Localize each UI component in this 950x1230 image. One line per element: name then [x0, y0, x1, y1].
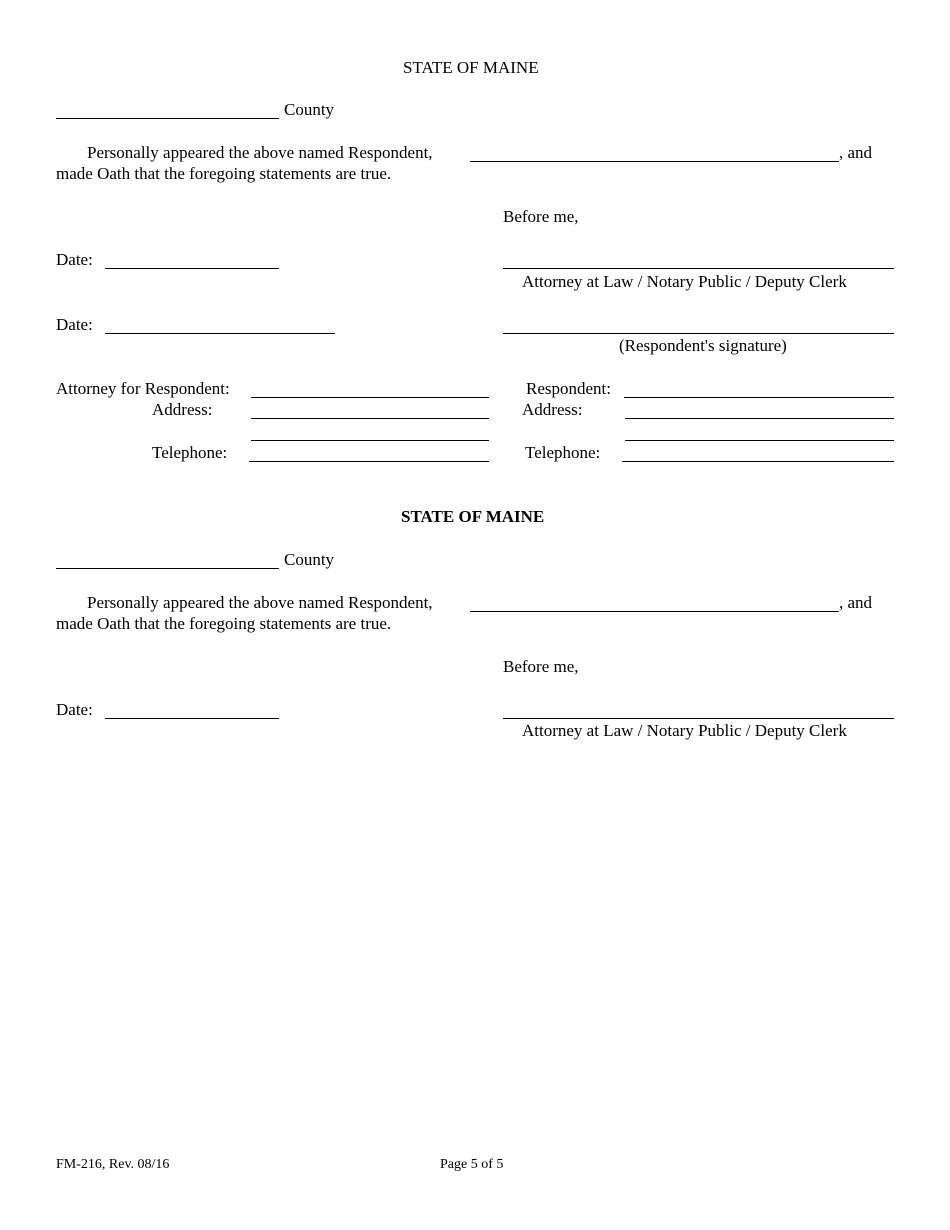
attorney-name-field[interactable] [251, 397, 489, 398]
date-label-2: Date: [56, 315, 93, 334]
respondent-name-field[interactable] [624, 397, 894, 398]
respondent-signature-line[interactable] [503, 333, 894, 334]
and-text-2: , and [839, 593, 873, 612]
date-label-1: Date: [56, 250, 93, 269]
section2-heading: STATE OF MAINE [401, 507, 545, 526]
respondent-name-field-1[interactable] [470, 161, 839, 162]
page-number: Page 5 of 5 [440, 1157, 504, 1172]
form-id: FM-216, Rev. 08/16 [56, 1157, 170, 1172]
officer-caption-2: Attorney at Law / Notary Public / Deputy Clerk [522, 721, 847, 740]
attorney-address-field-2[interactable] [251, 440, 489, 441]
section1-heading: STATE OF MAINE [403, 58, 539, 77]
appeared-text-2: Personally appeared the above named Respondent, [87, 593, 433, 612]
attorney-telephone-label: Telephone: [152, 443, 228, 462]
date-field-3[interactable] [105, 718, 279, 719]
officer-signature-line-2[interactable] [503, 718, 894, 719]
attorney-telephone-field[interactable] [249, 461, 489, 462]
oath-text-2: made Oath that the foregoing statements are true. [56, 614, 392, 633]
date-label-3: Date: [56, 700, 93, 719]
officer-signature-line-1[interactable] [503, 268, 894, 269]
oath-text-1: made Oath that the foregoing statements are true. [56, 164, 392, 183]
county-field-1[interactable] [56, 118, 279, 119]
respondent-address-field-1[interactable] [625, 418, 894, 419]
attorney-address-label: Address: [152, 400, 213, 419]
and-text-1: , and [839, 143, 873, 162]
before-me-2: Before me, [503, 657, 579, 676]
respondent-label: Respondent: [526, 379, 611, 398]
county-field-2[interactable] [56, 568, 279, 569]
respondent-telephone-label: Telephone: [525, 443, 601, 462]
respondent-address-label: Address: [522, 400, 583, 419]
attorney-label: Attorney for Respondent: [56, 379, 230, 398]
officer-caption-1: Attorney at Law / Notary Public / Deputy Clerk [522, 272, 847, 291]
appeared-text-1: Personally appeared the above named Respondent, [87, 143, 433, 162]
respondent-name-field-2[interactable] [470, 611, 839, 612]
respondent-signature-caption: (Respondent's signature) [619, 336, 787, 355]
attorney-address-field-1[interactable] [251, 418, 489, 419]
respondent-address-field-2[interactable] [625, 440, 894, 441]
before-me-1: Before me, [503, 207, 579, 226]
date-field-1[interactable] [105, 268, 279, 269]
respondent-telephone-field[interactable] [622, 461, 894, 462]
date-field-2[interactable] [105, 333, 335, 334]
county-label-2: County [284, 550, 335, 569]
county-label-1: County [284, 100, 335, 119]
